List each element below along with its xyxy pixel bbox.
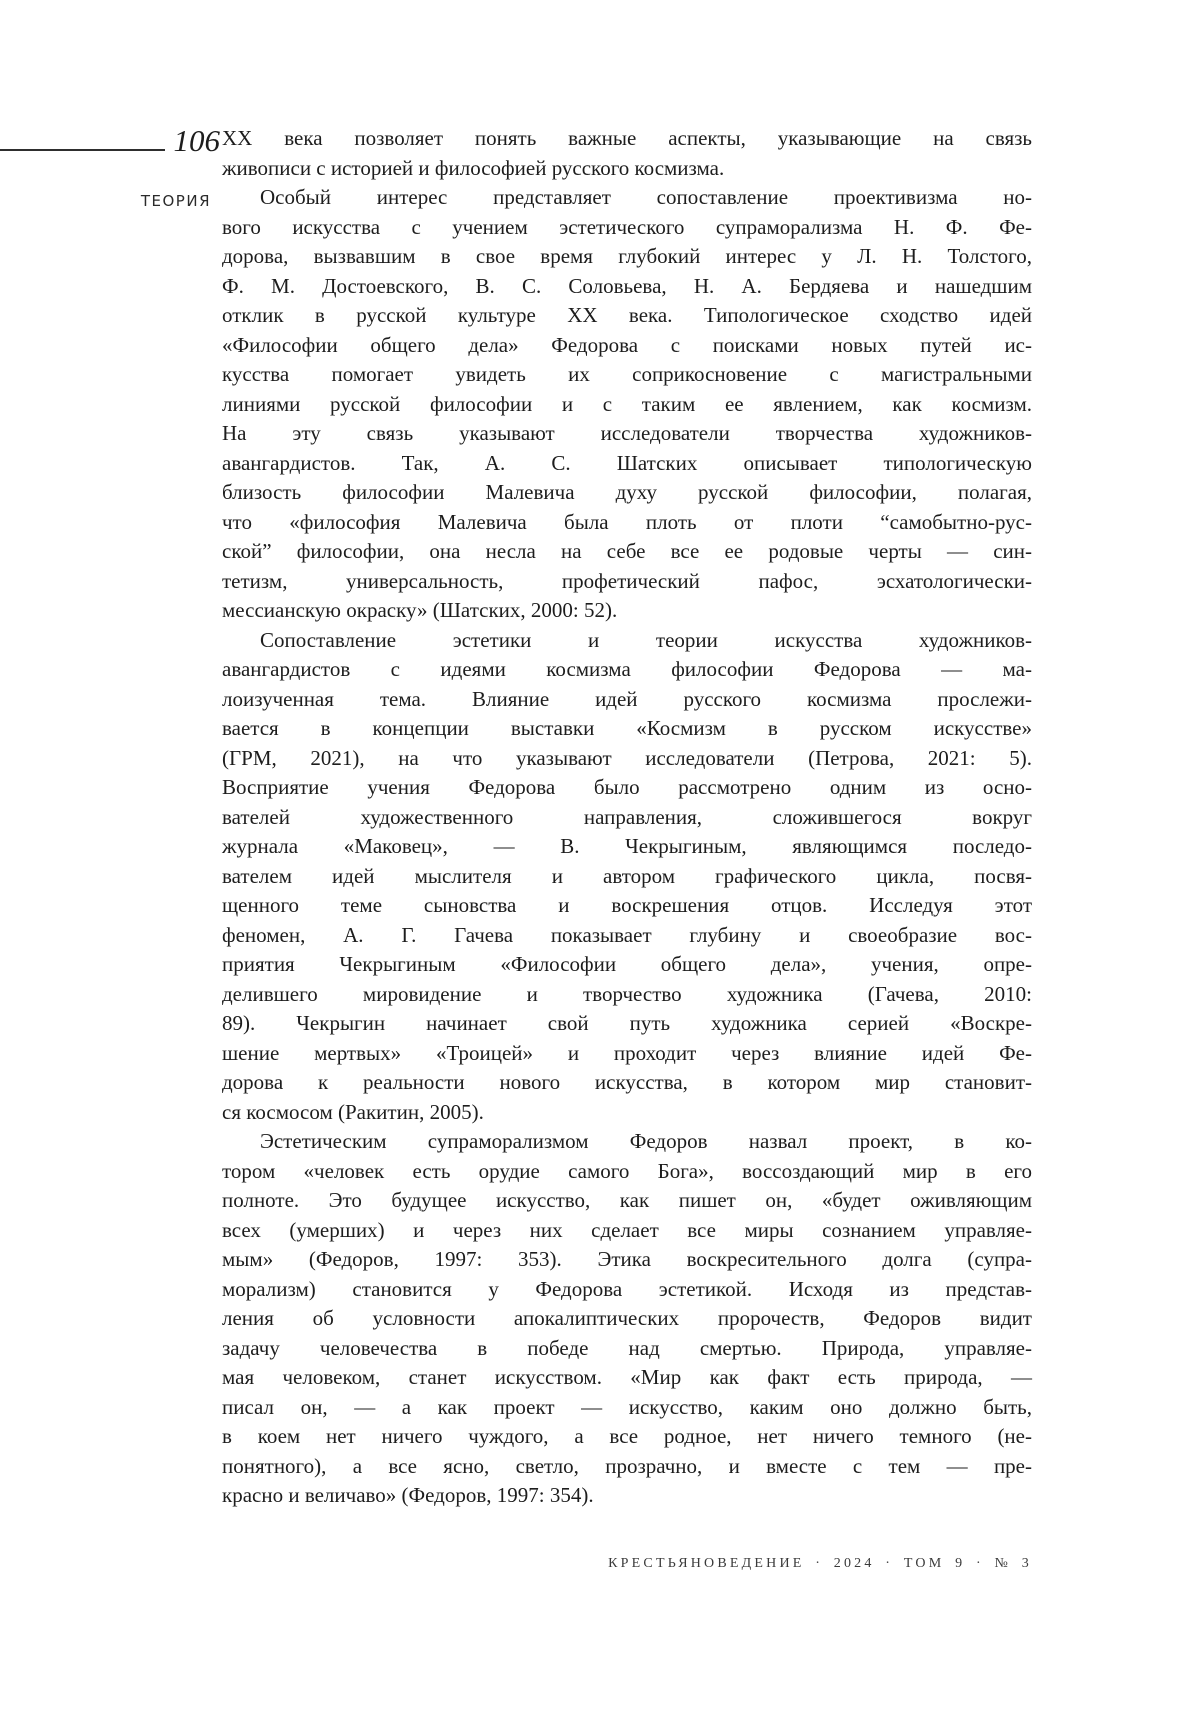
text-line: авангардистов с идеями космизма философии Федорова — ма- [222, 657, 1032, 681]
text-line: журнала «Маковец», — В. Чекрыгиным, являющимся последо- [222, 834, 1032, 858]
text-line: 89). Чекрыгин начинает свой путь художника серией «Воскре- [222, 1011, 1032, 1035]
text-line: понятного), а все ясно, светло, прозрачно, и вместе с тем — пре- [222, 1453, 1032, 1478]
text-line: Особый интерес представляет сопоставление проективизма но- [260, 185, 1032, 209]
text-line: лоизученная тема. Влияние идей русского космизма прослежи- [222, 686, 1032, 711]
text-line: дорова, вызвавшим в свое время глубокий интерес у Л. Н. Толстого, [222, 244, 1032, 268]
text-line: На эту связь указывают исследователи творчества художников- [222, 421, 1032, 445]
text-line: ХХ века позволяет понять важные аспекты, указывающие на связь [222, 126, 1032, 150]
text-line: приятия Чекрыгиным «Философии общего дела», учения, опре- [222, 952, 1032, 976]
text-line: полноте. Это будущее искусство, как пишет он, «будет оживляющим [222, 1188, 1032, 1212]
text-line: Эстетическим супраморализмом Федоров назвал проект, в ко- [260, 1129, 1032, 1153]
text-line: кусства помогает увидеть их соприкосновение с магистральными [222, 362, 1032, 386]
text-line: «Философии общего дела» Федорова с поисками новых путей ис- [222, 332, 1032, 357]
text-line: линиями русской философии и с таким ее явлением, как космизм. [222, 391, 1032, 416]
text-line: близость философии Малевича духу русской философии, полагая, [222, 480, 1032, 504]
text-line: дорова к реальности нового искусства, в котором мир становит- [222, 1070, 1032, 1094]
paragraph [222, 1127, 1032, 1511]
text-line: делившего мировидение и творчество художника (Гачева, 2010: [222, 981, 1032, 1006]
text-line: Восприятие учения Федорова было рассмотрено одним из осно- [222, 775, 1032, 799]
text-line: шение мертвых» «Троицей» и проходит через влияние идей Фе- [222, 1040, 1032, 1065]
page-number: 106 [173, 123, 220, 158]
text-line: что «философия Малевича была плоть от плоти “самобытно-рус- [222, 509, 1032, 534]
text-line: вого искусства с учением эстетического супраморализма Н. Ф. Фе- [222, 214, 1032, 239]
text-line: мым» (Федоров, 1997: 353). Этика воскресительного долга (супра- [222, 1247, 1032, 1271]
article-body [222, 124, 1032, 1511]
text-line: тетизм, универсальность, профетический пафос, эсхатологически- [222, 568, 1032, 593]
text-line: авангардистов. Так, А. С. Шатских описывает типологическую [222, 450, 1032, 475]
text-line: в коем нет ничего чуждого, а все родное, нет ничего темного (не- [222, 1424, 1032, 1448]
text-line: писал он, — а как проект — искусство, каким оно должно быть, [222, 1394, 1032, 1419]
journal-footer: КРЕСТЬЯНОВЕДЕНИЕ · 2024 · ТОМ 9 · № 3 [608, 1556, 1032, 1571]
text-line: морализм) становится у Федорова эстетикой. Исходя из представ- [222, 1276, 1032, 1301]
text-line: вателем идей мыслителя и автором графического цикла, посвя- [222, 863, 1032, 888]
text-line: мая человеком, станет искусством. «Мир как факт есть природа, — [222, 1365, 1032, 1389]
text-line: мессианскую окраску» (Шатских, 2000: 52). [222, 598, 618, 622]
text-line: (ГРМ, 2021), на что указывают исследователи (Петрова, 2021: 5). [222, 745, 1032, 770]
text-line: ской” философии, она несла на себе все ее родовые черты — син- [222, 539, 1032, 563]
text-line: Сопоставление эстетики и теории искусства художников- [260, 627, 1032, 652]
text-line: ся космосом (Ракитин, 2005). [222, 1099, 484, 1124]
text-line: всех (умерших) и через них сделает все миры сознанием управляе- [222, 1217, 1032, 1242]
text-line: вателей художественного направления, сложившегося вокруг [222, 804, 1032, 829]
text-line: задачу человечества в победе над смертью. Природа, управляе- [222, 1335, 1032, 1360]
text-line: вается в концепции выставки «Космизм в русском искусстве» [222, 716, 1032, 740]
text-line: живописи с историей и философией русского космизма. [222, 155, 725, 180]
paragraph [222, 124, 1032, 183]
paragraph [222, 183, 1032, 626]
paragraph [222, 626, 1032, 1128]
text-line: тором «человек есть орудие самого Бога», воссоздающий мир в его [222, 1158, 1032, 1183]
text-line: ления об условности апокалиптических пророчеств, Федоров видит [222, 1306, 1032, 1330]
text-line: отклик в русской культуре ХХ века. Типологическое сходство идей [222, 303, 1032, 327]
text-line: Ф. М. Достоевского, В. С. Соловьева, Н. А. Бердяева и нашедшим [222, 273, 1032, 298]
text-line: щенного теме сыновства и воскрешения отцов. Исследуя этот [222, 893, 1032, 917]
text-line: феномен, А. Г. Гачева показывает глубину и своеобразие вос- [222, 922, 1032, 947]
text-line: красно и величаво» (Федоров, 1997: 354). [222, 1483, 594, 1507]
section-label: ТЕОРИЯ [140, 192, 211, 210]
